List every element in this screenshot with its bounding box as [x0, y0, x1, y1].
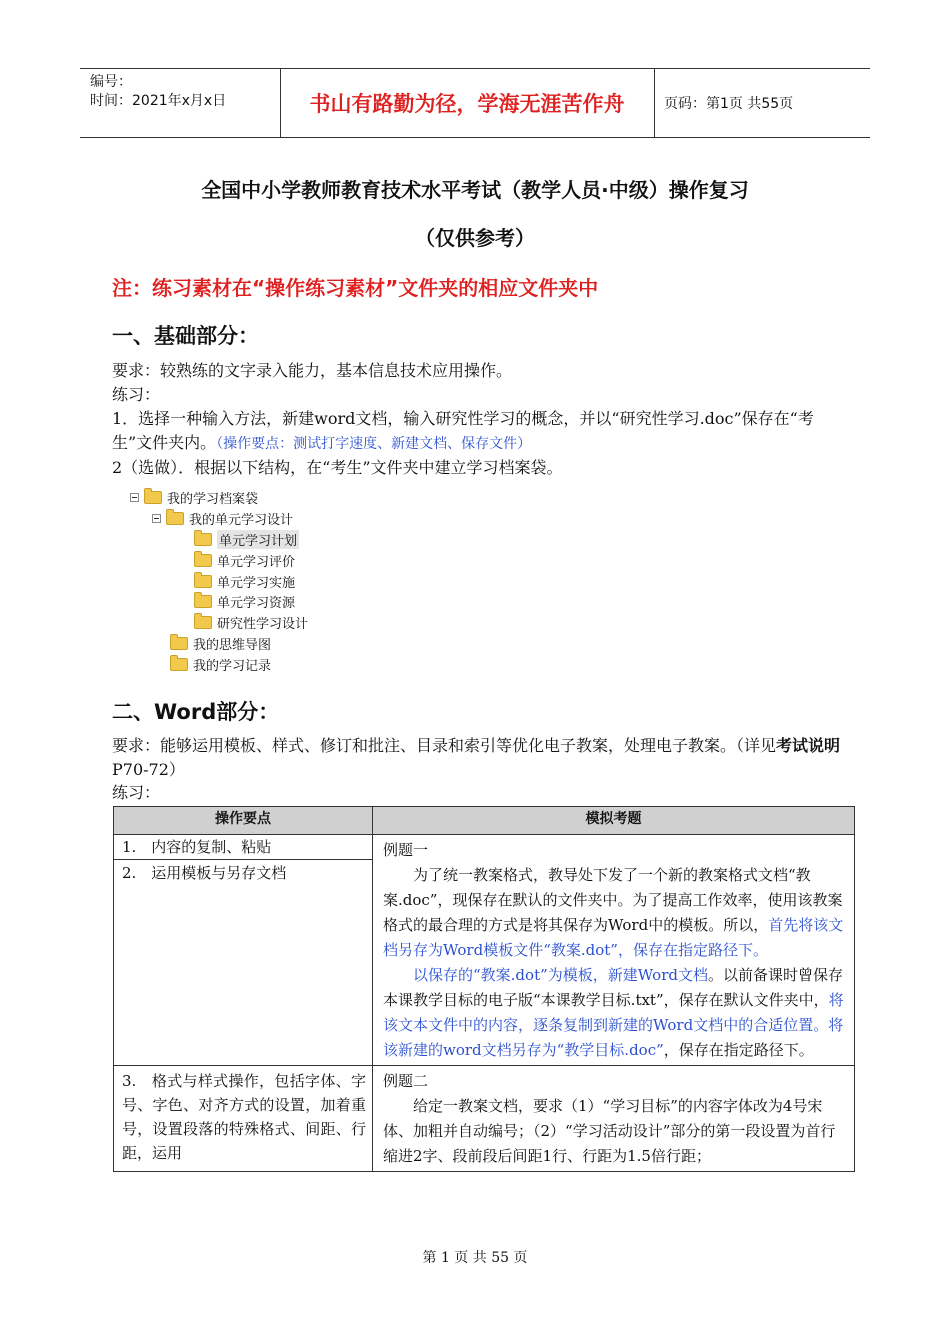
- header-divider: [654, 69, 655, 137]
- text-span: ，保存在指定路径下。: [663, 1041, 814, 1059]
- requirement-text: [112, 734, 842, 782]
- requirement-text-part: 要求：能够运用模板、样式、修订和批注、目录和索引等优化电子教案，处理电子教案。（详见: [112, 736, 777, 755]
- table-header-row: [114, 807, 855, 835]
- tree-node-label: 我的学习档案袋: [167, 491, 259, 507]
- table-cell-example-2: [373, 1066, 855, 1172]
- folder-icon: [194, 575, 212, 588]
- practice-item-2: 2（选做）．根据以下结构，在“考生”文件夹中建立学习档案袋。: [112, 458, 563, 477]
- folder-icon: [194, 616, 212, 629]
- requirement-text-part: P70-72）: [112, 760, 185, 779]
- example-2-title: 例题二: [383, 1072, 429, 1090]
- tree-node-child[interactable]: [194, 529, 299, 549]
- highlight-span: 以保存的“教案.dot”为模板，新建Word文档: [413, 966, 708, 984]
- header-meta: [90, 73, 275, 111]
- folder-icon: [144, 491, 162, 504]
- time-label: 时间：2021年x月x日: [90, 93, 227, 109]
- point-2: 2. 运用模板与另存文档: [122, 864, 287, 882]
- header-motto: 书山有路勤为径，学海无涯苦作舟: [309, 92, 625, 116]
- example-1-paragraph-2: [383, 963, 846, 1063]
- tree-node-label: 单元学习计划: [217, 530, 299, 549]
- requirement-bold-ref: 考试说明: [776, 736, 841, 755]
- table-cell-points: [114, 835, 373, 1066]
- table-row: [114, 1066, 855, 1172]
- table-row: [114, 835, 855, 1066]
- folder-tree: [124, 487, 324, 677]
- table-header-points: 操作要点: [114, 807, 373, 835]
- example-2-paragraph-1: 给定一教案文档，要求（1）“学习目标”的内容字体改为4号宋体、加粗并自动编号；（2）“学习活动设计”部分的第一段设置为首行缩进2字、段前段后间距1行、行距为1.5倍行距；: [383, 1097, 836, 1165]
- header-strip: [80, 68, 870, 138]
- folder-icon: [170, 658, 188, 671]
- tree-node-child[interactable]: [194, 550, 295, 570]
- tree-node-label: 单元学习评价: [217, 554, 296, 570]
- note-text: 注：练习素材在“操作练习素材”文件夹的相应文件夹中: [112, 276, 599, 300]
- highlight-span: 首先将该文档另存为Word模板文件“教案.dot”，保存在指定路径下。: [383, 916, 844, 959]
- highlight-span: 将该文本文件中的内容，逐条复制到新建的Word文档中的合适位置。将该新建的word文档另存为“教学目标.doc”: [383, 991, 844, 1059]
- collapse-icon[interactable]: [152, 514, 161, 523]
- tree-node-label: 我的单元学习设计: [189, 512, 294, 528]
- tree-node-child[interactable]: [194, 571, 295, 591]
- text-span: 。以前备课时曾保存本课教学目标的电子版“本课教学目标.txt”，保存在默认文件夹中，: [383, 966, 843, 1009]
- table-cell-example-1: [373, 835, 855, 1066]
- practice-label: 练习：: [112, 783, 161, 802]
- collapse-icon[interactable]: [130, 493, 139, 502]
- practice-item-1: [112, 407, 842, 456]
- header-page-info: 页码：第1页 共55页: [664, 96, 794, 112]
- practice-item-1-text: 1．选择一种输入方法，新建word文档，输入研究性学习的概念，并以“研究性学习.doc”保存在“考生”文件夹内。: [112, 409, 814, 452]
- folder-icon: [194, 595, 212, 608]
- page-footer: 第 1 页 共 55 页: [422, 1250, 528, 1266]
- number-label: 编号：: [90, 74, 132, 90]
- example-1-title: 例题一: [383, 841, 429, 859]
- point-3: 3. 格式与样式操作，包括字体、字号、字色、对齐方式的设置，加着重号，设置段落的特殊格式、间距、行距，运用: [122, 1072, 366, 1162]
- tree-node-label: 研究性学习设计: [217, 616, 309, 632]
- point-1: 1. 内容的复制、粘贴: [114, 835, 372, 860]
- practice-item-1-hint: （操作要点：测试打字速度、新建文档、保存文件）: [216, 436, 532, 452]
- table-cell-points: [114, 1066, 373, 1172]
- tree-node-unit-design[interactable]: [152, 508, 293, 528]
- folder-icon: [194, 554, 212, 567]
- section-body-basic: [112, 359, 842, 480]
- section-body-word: [112, 734, 842, 804]
- tree-node-label: 单元学习实施: [217, 575, 296, 591]
- example-1-paragraph-1: [383, 863, 846, 963]
- folder-icon: [194, 533, 212, 546]
- section-heading-basic: 一、基础部分：: [112, 324, 259, 348]
- practice-label: 练习：: [112, 385, 161, 404]
- document-subtitle: （仅供参考）: [415, 226, 535, 250]
- tree-node-child[interactable]: [194, 591, 295, 611]
- table-header-questions: 模拟考题: [373, 807, 855, 835]
- text-span: 为了统一教案格式，教导处下发了一个新的教案格式文档“教案.doc”，现保存在默认的文件夹中。为了提高工作效率，使用该教案格式的最合理的方式是将其保存为Word中的模板。所以，: [383, 866, 843, 934]
- tree-node-records[interactable]: [170, 654, 271, 674]
- tree-node-label: 我的思维导图: [193, 637, 272, 653]
- tree-node-mindmap[interactable]: [170, 633, 271, 653]
- tree-node-label: 单元学习资源: [217, 595, 296, 611]
- tree-node-label: 我的学习记录: [193, 658, 272, 674]
- requirement-text: 要求：较熟练的文字录入能力，基本信息技术应用操作。: [112, 361, 513, 380]
- tree-node-root[interactable]: [130, 487, 258, 507]
- operations-table: [113, 806, 855, 1172]
- document-title: 全国中小学教师教育技术水平考试（教学人员·中级）操作复习: [201, 178, 749, 202]
- folder-icon: [170, 637, 188, 650]
- section-heading-word: 二、Word部分：: [112, 700, 280, 724]
- tree-node-child[interactable]: [194, 612, 308, 632]
- folder-icon: [166, 512, 184, 525]
